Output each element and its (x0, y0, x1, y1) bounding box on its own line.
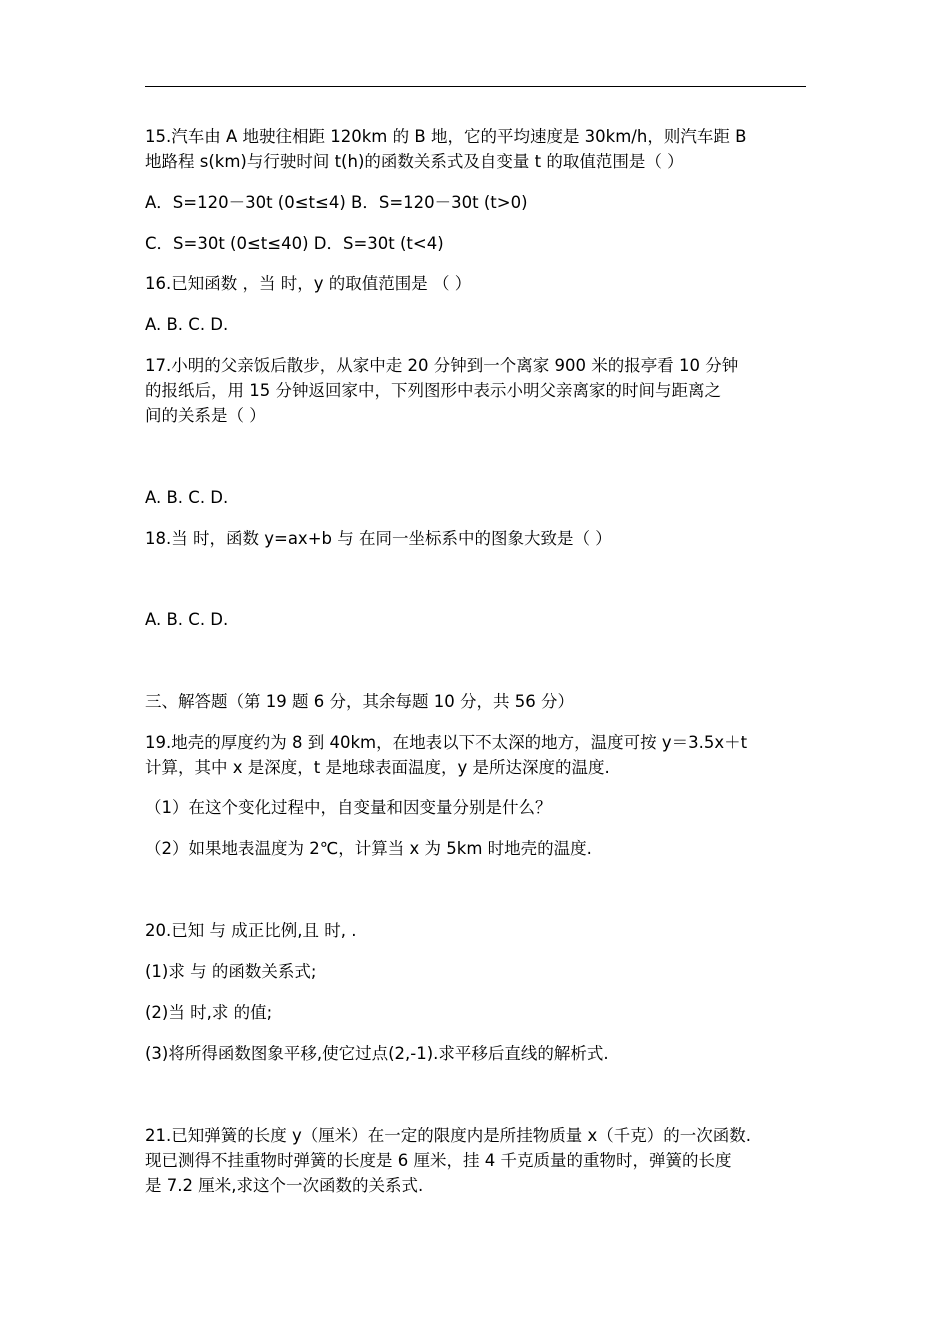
q21-stem-line-1: 21.已知弹簧的长度 y（厘米）在一定的限度内是所挂物质量 x（千克）的一次函数. (145, 1126, 752, 1145)
q16-stem: 16.已知函数 ，当 时，y 的取值范围是 （ ） (145, 274, 472, 293)
q15-stem-line-2: 地路程 s(km)与行驶时间 t(h)的函数关系式及自变量 t 的取值范围是（ ） (145, 152, 684, 171)
q18-stem: 18.当 时，函数 y=ax+b 与 在同一坐标系中的图象大致是（ ） (145, 529, 612, 548)
q20-sub-question-2: (2)当 时,求 的值; (145, 1003, 273, 1022)
q19-stem-line-2: 计算，其中 x 是深度，t 是地球表面温度，y 是所达深度的温度. (145, 758, 610, 777)
q17-options: A. B. C. D. (145, 488, 229, 507)
q16-options: A. B. C. D. (145, 315, 229, 334)
q15-stem-line-1: 15.汽车由 A 地驶往相距 120km 的 B 地，它的平均速度是 30km/h，则汽车距 B (145, 127, 747, 146)
header-rule (145, 86, 806, 87)
q15-options-ab: A．S=120－30t (0≤t≤4) B．S=120－30t (t>0) (145, 193, 528, 212)
q15-options-cd: C．S=30t (0≤t≤40) D．S=30t (t<4) (145, 234, 444, 253)
q21-stem-line-2: 现已测得不挂重物时弹簧的长度是 6 厘米，挂 4 千克质量的重物时，弹簧的长度 (145, 1151, 732, 1170)
q19-stem-line-1: 19.地壳的厚度约为 8 到 40km，在地表以下不太深的地方，温度可按 y＝3.5x＋t (145, 733, 748, 752)
q17-stem-line-2: 的报纸后，用 15 分钟返回家中，下列图形中表示小明父亲离家的时间与距离之 (145, 381, 721, 400)
q20-sub-question-1: (1)求 与 的函数关系式; (145, 962, 317, 981)
q20-sub-question-3: (3)将所得函数图象平移,使它过点(2,-1).求平移后直线的解析式. (145, 1044, 609, 1063)
q18-options: A. B. C. D. (145, 610, 229, 629)
q19-sub-question-1: （1）在这个变化过程中，自变量和因变量分别是什么？ (145, 798, 552, 817)
section-heading: 三、解答题（第 19 题 6 分，其余每题 10 分，共 56 分） (145, 692, 574, 711)
q17-stem-line-3: 间的关系是（ ） (145, 406, 266, 425)
q21-stem-line-3: 是 7.2 厘米,求这个一次函数的关系式. (145, 1176, 424, 1195)
q17-stem-line-1: 17.小明的父亲饭后散步，从家中走 20 分钟到一个离家 900 米的报亭看 10 分钟 (145, 356, 739, 375)
q19-sub-question-2: （2）如果地表温度为 2℃，计算当 x 为 5km 时地壳的温度. (145, 839, 592, 858)
q20-stem: 20.已知 与 成正比例,且 时, . (145, 921, 357, 940)
